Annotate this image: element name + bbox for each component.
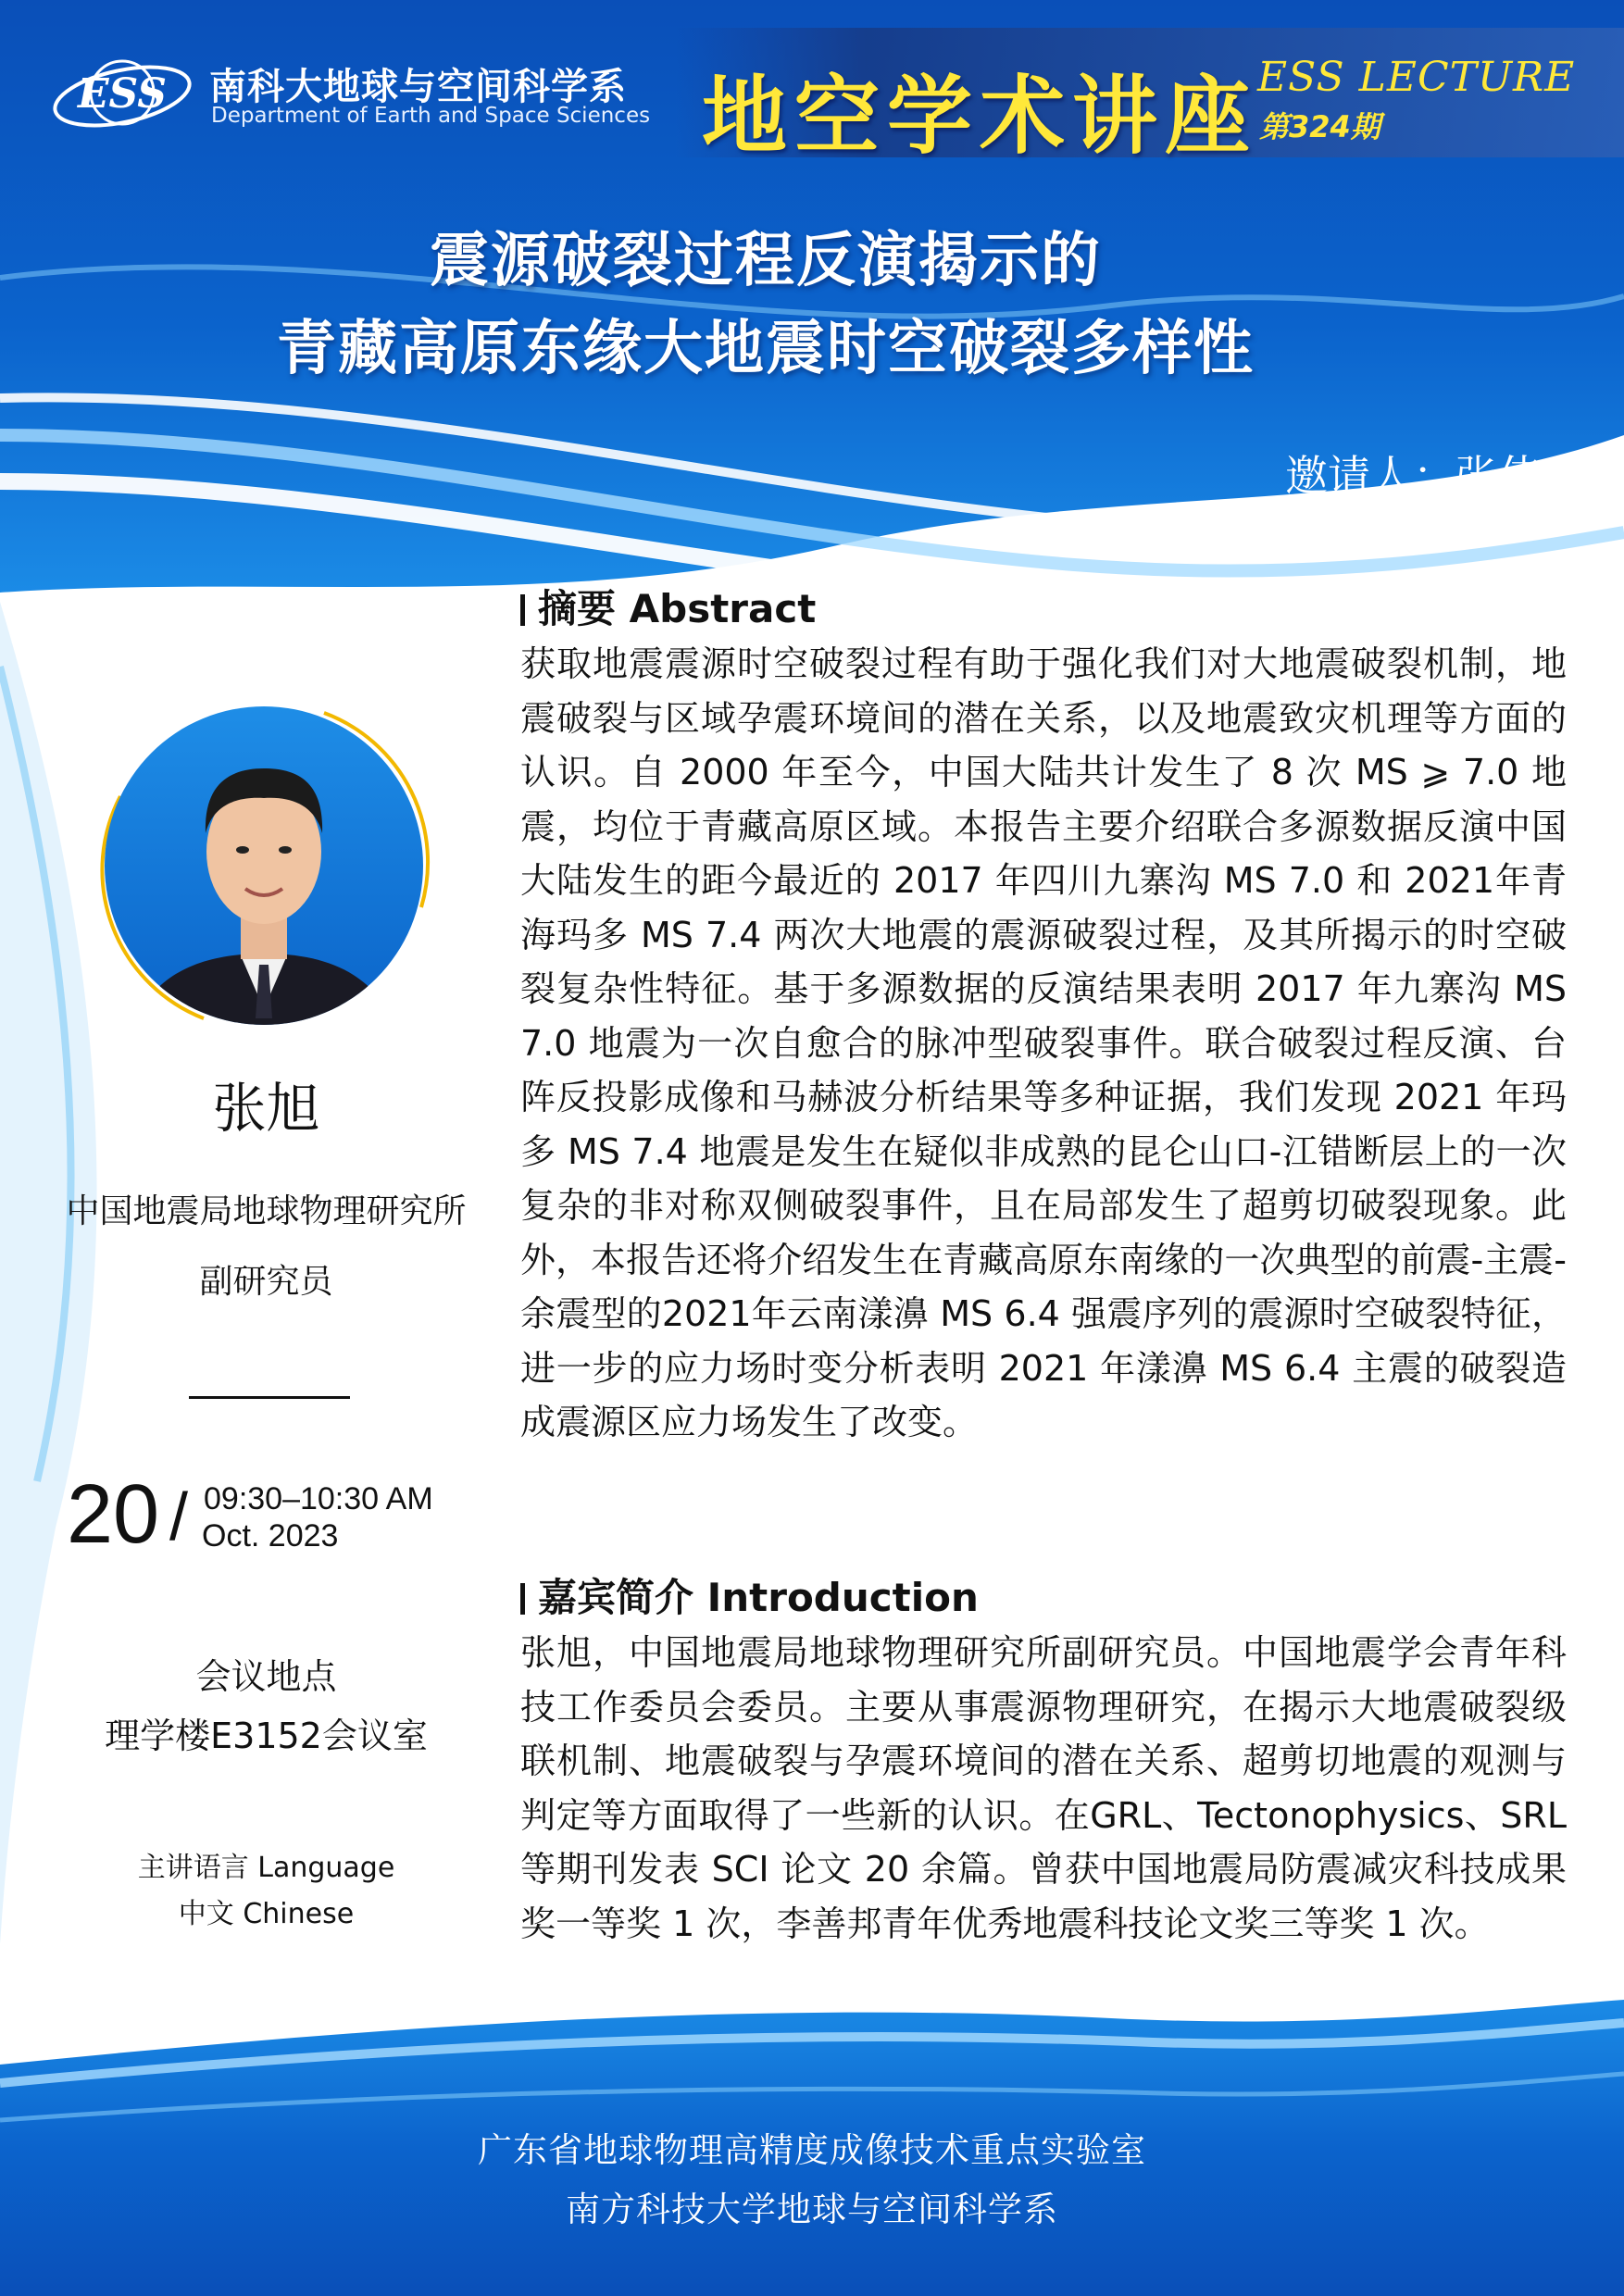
venue-label: 会议地点 xyxy=(195,1656,337,1697)
date-day: 20 xyxy=(67,1468,160,1561)
department-name-en: Department of Earth and Space Sciences xyxy=(211,104,651,128)
heading-bar-icon xyxy=(520,594,525,626)
speaker-position: 副研究员 xyxy=(199,1263,333,1301)
date-slash: / xyxy=(169,1480,189,1554)
abstract-heading-text: 摘要 Abstract xyxy=(538,586,817,631)
talk-title-line2: 青藏高原东缘大地震时空破裂多样性 xyxy=(277,315,1255,383)
svg-text:ESS: ESS xyxy=(77,70,168,118)
inviter: 邀请人：张伟 xyxy=(1285,451,1541,501)
ess-logo-icon xyxy=(48,48,196,141)
department-name-cn: 南科大地球与空间科学系 xyxy=(209,66,627,108)
lecture-series-title-en: ESS LECTURE xyxy=(1257,54,1576,101)
abstract-body: 获取地震震源时空破裂过程有助于强化我们对大地震破裂机制，地震破裂与区域孕震环境间的潜在关系，以及地震致灾机理等方面的认识。自 2000 年至今，中国大陆共计发生了 8 次 MS ⩾ 7.0 地震，均位于青藏高原区域。本报告主要介绍联合多源数据反演中国大陆发生的距今最近的 2017 年四川九寨沟 MS 7.0 和 2021年青海玛多 MS 7.4 两次大地震的震源破裂过程，及其所揭示的时空破裂复杂性特征。基于多源数据的反演结果表明 2017 年九寨沟 MS 7.0 地震为一次自愈合的脉冲型破裂事件。联合破裂过程反演、台阵反投影成像和马赫波分析结果等多种证据，我们发现 2021 年玛多 MS 7.4 地震是发生在疑似非成熟的昆仑山口-江错断层上的一次复杂的非对称双侧破裂事件，且在局部发生了超剪切破裂现象。此外，本报告还将介绍发生在青藏高原东南缘的一次典型的前震-主震-余震型的2021年云南漾濞 MS 6.4 强震序列的震源时空破裂特征，进一步的应力场时变分析表明 2021 年漾濞 MS 6.4 主震的破裂造成震源区应力场发生了改变。 xyxy=(520,643,1567,1442)
abstract-section xyxy=(520,581,1567,1450)
footer-department-name: 南方科技大学地球与空间科学系 xyxy=(566,2190,1058,2229)
lecture-series-title-cn: 地空学术讲座 xyxy=(702,66,1258,166)
speaker-name: 张旭 xyxy=(212,1077,320,1140)
language-value: 中文 Chinese xyxy=(178,1898,355,1930)
venue-value: 理学楼E3152会议室 xyxy=(105,1716,428,1756)
talk-title-line1: 震源破裂过程反演揭示的 xyxy=(430,227,1102,295)
footer-wave-background xyxy=(0,1944,1624,2296)
language-label: 主讲语言 Language xyxy=(137,1852,395,1884)
heading-bar-icon xyxy=(520,1583,525,1615)
introduction-body: 张旭，中国地震局地球物理研究所副研究员。中国地震学会青年科技工作委员会委员。主要从事震源物理研究，在揭示大地震破裂级联机制、地震破裂与孕震环境间的潜在关系、超剪切地震的观测与判定等方面取得了一些新的认识。在GRL、Tectonophysics、SRL 等期刊发表 SCI 论文 20 余篇。曾获中国地震局防震减灾科技成果奖一等奖 1 次，李善邦青年优秀地震科技论文奖三等奖 1 次。 xyxy=(520,1632,1567,1944)
introduction-section xyxy=(520,1570,1567,1951)
abstract-heading xyxy=(520,581,1567,637)
speaker-photo xyxy=(93,694,435,1037)
event-month-year: Oct. 2023 xyxy=(202,1518,339,1554)
divider-line xyxy=(189,1396,350,1399)
event-time: 09:30–10:30 AM xyxy=(204,1481,433,1516)
introduction-heading-text: 嘉宾简介 Introduction xyxy=(538,1575,979,1620)
introduction-heading xyxy=(520,1570,1567,1626)
speaker-affiliation: 中国地震局地球物理研究所 xyxy=(66,1192,467,1230)
footer-lab-name: 广东省地球物理高精度成像技术重点实验室 xyxy=(478,2130,1146,2170)
issue-number: 第324期 xyxy=(1259,109,1380,144)
